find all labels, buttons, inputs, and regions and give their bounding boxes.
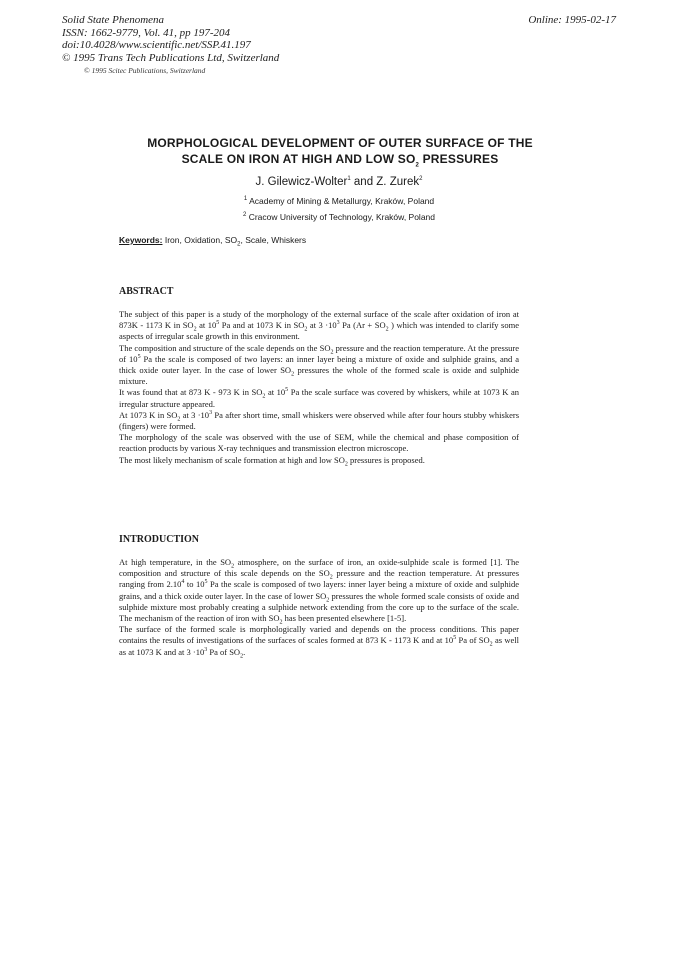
keywords-text: Iron, Oxidation, $SO_2$, Scale, Whiskers <box>164 235 307 248</box>
paper-title <box>100 135 580 167</box>
abstract-body <box>119 309 519 466</box>
doi-line: doi:10.4028/www.scientific.net/SSP.41.197 <box>62 39 251 51</box>
keywords-label: Keywords: <box>119 235 163 245</box>
author-list <box>0 176 678 188</box>
introduction-body <box>119 557 519 658</box>
abstract-paragraph: The most likely mechanism of scale formation at high and low $SO_2$ pressures is proposed. <box>119 454 425 468</box>
author-1: J. Gilewicz-Wolter <box>255 176 348 188</box>
online-date: Online: 1995-02-17 <box>528 14 616 26</box>
introduction-heading: INTRODUCTION <box>119 534 200 545</box>
title-line-2-text: SCALE ON IRON AT HIGH AND LOW SO <box>181 152 416 166</box>
journal-name: Solid State Phenomena <box>62 14 165 26</box>
issn-line: ISSN: 1662-9779, Vol. 41, pp 197-204 <box>62 26 231 39</box>
abstract-paragraph: The morphology of the scale was observed with the use of SEM, while the chemical and phase composition of reaction products by various X-ray techniques and transmission electron microscope. <box>119 432 519 454</box>
affiliation-2-sup: 2 <box>242 212 247 219</box>
author-2: Z. Zurek <box>376 176 420 188</box>
introduction-paragraph: At high temperature, in the $SO_2$ atmosphere, on the surface of iron, an oxide-sulphide scale is formed [1]. The composition and structure of this scale depends on the $SO_2$ pressure and the reaction temperature. At pressures ranging from 2.10$^4$ to $10^5$ Pa the scale is composed of two layers: inner layer being a mixture of oxide and sulphide grains, and a thick oxide outer layer. In the case of lower $SO_2$ pressures the whole formed scale consists of oxide and sulphide mixture most probably creating a sulphide network extending from the core up to the surface of the scale. The mechanism of the reaction of iron with $SO_2$ has been presented elsewhere [1-5]. <box>119 557 520 626</box>
author-2-sup: 2 <box>419 176 423 183</box>
abstract-paragraph: At 1073 K in $SO_2$ at $3 \cdot 10^3$ Pa after short time, small whiskers were observed while after four hours stubby whiskers (fingers) were formed. <box>119 409 520 432</box>
abstract-paragraph: It was found that at 873 K - 973 K in $SO_2$ at $10^5$ Pa the scale surface was covered by whiskers, while at 1073 K an irregular structure appeared. <box>119 387 519 409</box>
abstract-heading: ABSTRACT <box>119 286 174 297</box>
copyright-line: © 1995 Trans Tech Publications Ltd, Switzerland <box>62 51 280 64</box>
introduction-paragraph: The surface of the formed scale is morphologically varied and depends on the process conditions. This paper contains the results of investigations of the surfaces of scales formed at 873 K - 1173 K and at $10^5$ Pa of $SO_2$ as well as at 1073 K and at $3 \cdot 10^3$ Pa of $SO_2$. <box>119 624 519 660</box>
affiliation-1-text: Academy of Mining & Metallurgy, Kraków, Poland <box>249 196 435 206</box>
publication-info <box>62 14 279 64</box>
author-conjunction: and <box>350 176 377 188</box>
affiliation-2-text: Cracow University of Technology, Kraków, Poland <box>248 212 436 222</box>
keywords <box>119 235 307 248</box>
abstract-paragraph: The subject of this paper is a study of the morphology of the external surface of the scale after oxidation of iron at 873K - 1173 K in $SO_2$ at $10^5$ Pa and at 1073 K in $SO_2$ at $3 \cdot 10^3$ Pa ($Ar + SO_2$ ) which was intended to clarify some aspects of irregular scale growth in this environment. <box>119 309 520 342</box>
title-line-2-end: PRESSURES <box>419 152 499 166</box>
affiliation-1-sup: 1 <box>243 196 248 203</box>
affiliation-1 <box>0 196 678 206</box>
title-line-2 <box>100 151 580 167</box>
abstract-paragraph: The composition and structure of the scale depends on the $SO_2$ pressure and the reaction temperature. At the pressure of $10^5$ Pa the scale is composed of two layers: an inner layer being a mixture of oxide and sulphide grains, and a thick oxide outer layer. In the case of lower $SO_2$ pressures the whole of the formed scale is oxide and sulphide mixture. <box>119 342 519 387</box>
affiliation-2 <box>0 212 678 222</box>
author-1-sup: 1 <box>347 176 351 183</box>
small-copyright: © 1995 Scitec Publications, Switzerland <box>84 66 206 75</box>
title-line-1: MORPHOLOGICAL DEVELOPMENT OF OUTER SURFACE OF THE <box>147 136 533 150</box>
title-subscript: 2 <box>415 162 420 169</box>
